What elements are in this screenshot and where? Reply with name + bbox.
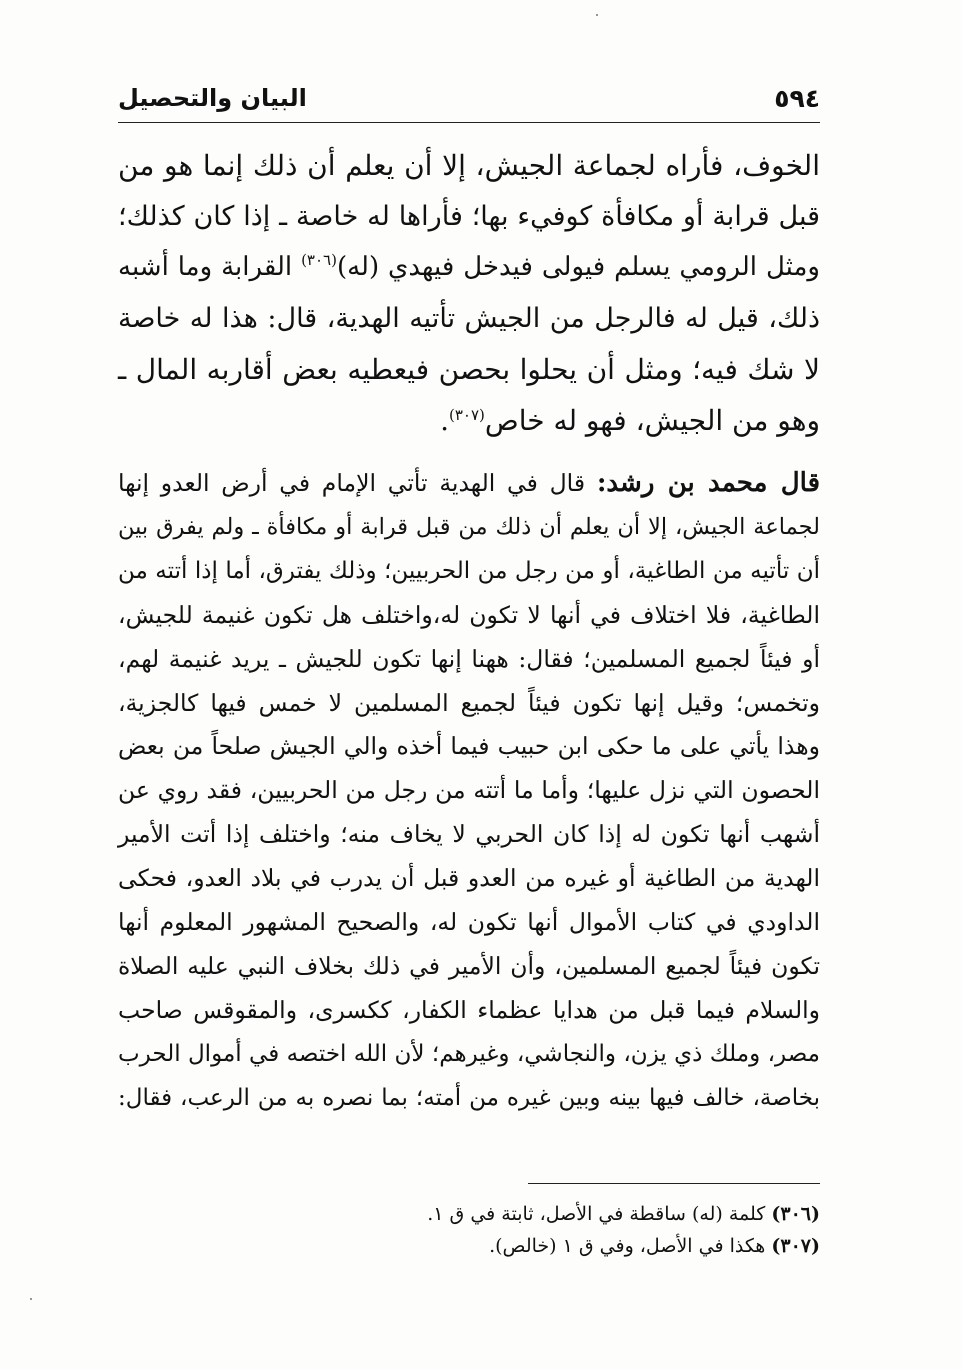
footnote-ref-306: (٣٠٦) — [301, 251, 337, 269]
paragraph-2-line: والسلام فيما قبل من هدايا عظماء الكفار، ككسرى، والمقوقس صاحب — [118, 995, 820, 1024]
paragraph-1-line-tail: . — [440, 404, 449, 437]
paragraph-2-line: أو فيئاً لجميع المسلمين؛ فقال: ههنا إنها تكون للجيش ـ يريد غنيمة لهم، — [118, 644, 820, 673]
paragraph-1-line — [118, 242, 820, 293]
footnote-ref-307: (٣٠٧) — [448, 406, 485, 424]
paragraph-1 — [118, 140, 820, 446]
paragraph-1-line-text: وهو من الجيش، فهو له خاص — [484, 404, 820, 437]
footnote-rule — [528, 1183, 820, 1184]
paragraph-1-line: لا شك فيه؛ ومثل أن يحلوا بحصن فيعطيه بعض أقاربه المال ـ — [118, 353, 820, 386]
paragraph-2-line: تكون فيئاً لجميع المسلمين، وأن الأمير في ذلك بخلاف النبي عليه الصلاة — [118, 951, 820, 980]
footnote-number: (٣٠٦) — [771, 1203, 820, 1225]
page-header — [118, 80, 820, 122]
paragraph-2-first-line-text: قال في الهدية تأتي الإمام في أرض العدو إنها — [118, 469, 597, 497]
paragraph-2-line: لجماعة الجيش، إلا أن يعلم أن ذلك من قبل قرابة أو مكافأة ـ ولم يفرق بين — [118, 513, 820, 540]
paragraph-2-line: وتخمس؛ وقيل إنها تكون فيئاً لجميع المسلمين لا خمس فيها كالجزية، — [118, 688, 820, 717]
paragraph-2-line: الطاغية، فلا اختلاف في أنها لا تكون له،واختلف هل تكون غنيمة للجيش، — [118, 600, 820, 629]
footnote-text: هكذا في الأصل، وفي ق ١ (خالص). — [489, 1235, 772, 1257]
footnote-307 — [118, 1230, 820, 1262]
header-rule — [118, 122, 820, 123]
running-title: البيان والتحصيل — [118, 84, 307, 112]
paragraph-1-line: الخوف، فأراه لجماعة الجيش، إلا أن يعلم أن ذلك إنما هو من — [118, 149, 820, 182]
paragraph-2-line: بخاصة، خالف فيها بينه وبين غيره من أمته؛ بما نصره به من الرعب، فقال: — [118, 1084, 820, 1111]
footnote-text: كلمة (له) ساقطة في الأصل، ثابتة في ق ١. — [427, 1203, 772, 1225]
paragraph-2-line: أن تأتيه من الطاغية، أو من رجل من الحربيين؛ وذلك يفترق، أما إذا أتته من — [118, 557, 820, 584]
paragraph-1-line-text: ومثل الرومي يسلم فيولى فيدخل فيهدي (له) — [336, 252, 820, 282]
paragraph-2-line: أشهب أنها تكون له إذا كان الحربي لا يخاف منه؛ واختلف إذا أتت الأمير — [118, 820, 820, 849]
paragraph-1-line-tail: القرابة وما أشبه — [118, 252, 302, 282]
footnote-number: (٣٠٧) — [771, 1235, 820, 1257]
footnotes — [118, 1198, 820, 1262]
paragraph-2-line: الداودي في كتاب الأموال أنها تكون له، والصحيح المشهور المعلوم أنها — [118, 908, 820, 937]
paragraph-2-line: وهذا يأتي على ما حكى ابن حبيب فيما أخذه والي الجيش صلحاً من بعض — [118, 732, 820, 761]
footnote-306 — [118, 1198, 820, 1230]
paragraph-2-line: مصر، وملك ذي يزن، والنجاشي، وغيرهم؛ لأن الله اختصه في أموال الحرب — [118, 1040, 820, 1067]
paragraph-2-line — [118, 462, 820, 506]
paragraph-2-line: الهدية من الطاغية أو غيره من العدو قبل أن يدرب في بلاد العدو، فحكى — [118, 864, 820, 893]
scan-speck — [30, 1298, 32, 1300]
paragraph-1-line: قبل قرابة أو مكافأة كوفيء بها؛ فأراها له خاصة ـ إذا كان كذلك؛ — [118, 201, 820, 232]
paragraph-2 — [118, 462, 820, 1121]
paragraph-1-line — [118, 395, 820, 446]
page-number: ٥٩٤ — [774, 84, 820, 113]
paragraph-2-line: الحصون التي نزل عليها؛ وأما ما أتته من رجل من الحربيين، فقد روي عن — [118, 776, 820, 805]
paragraph-1-line: ذلك، قيل له فالرجل من الجيش تأتيه الهدية، قال: هذا له خاصة — [118, 303, 820, 334]
speaker-name: قال محمد بن رشد: — [596, 468, 820, 498]
scan-speck — [596, 14, 598, 16]
